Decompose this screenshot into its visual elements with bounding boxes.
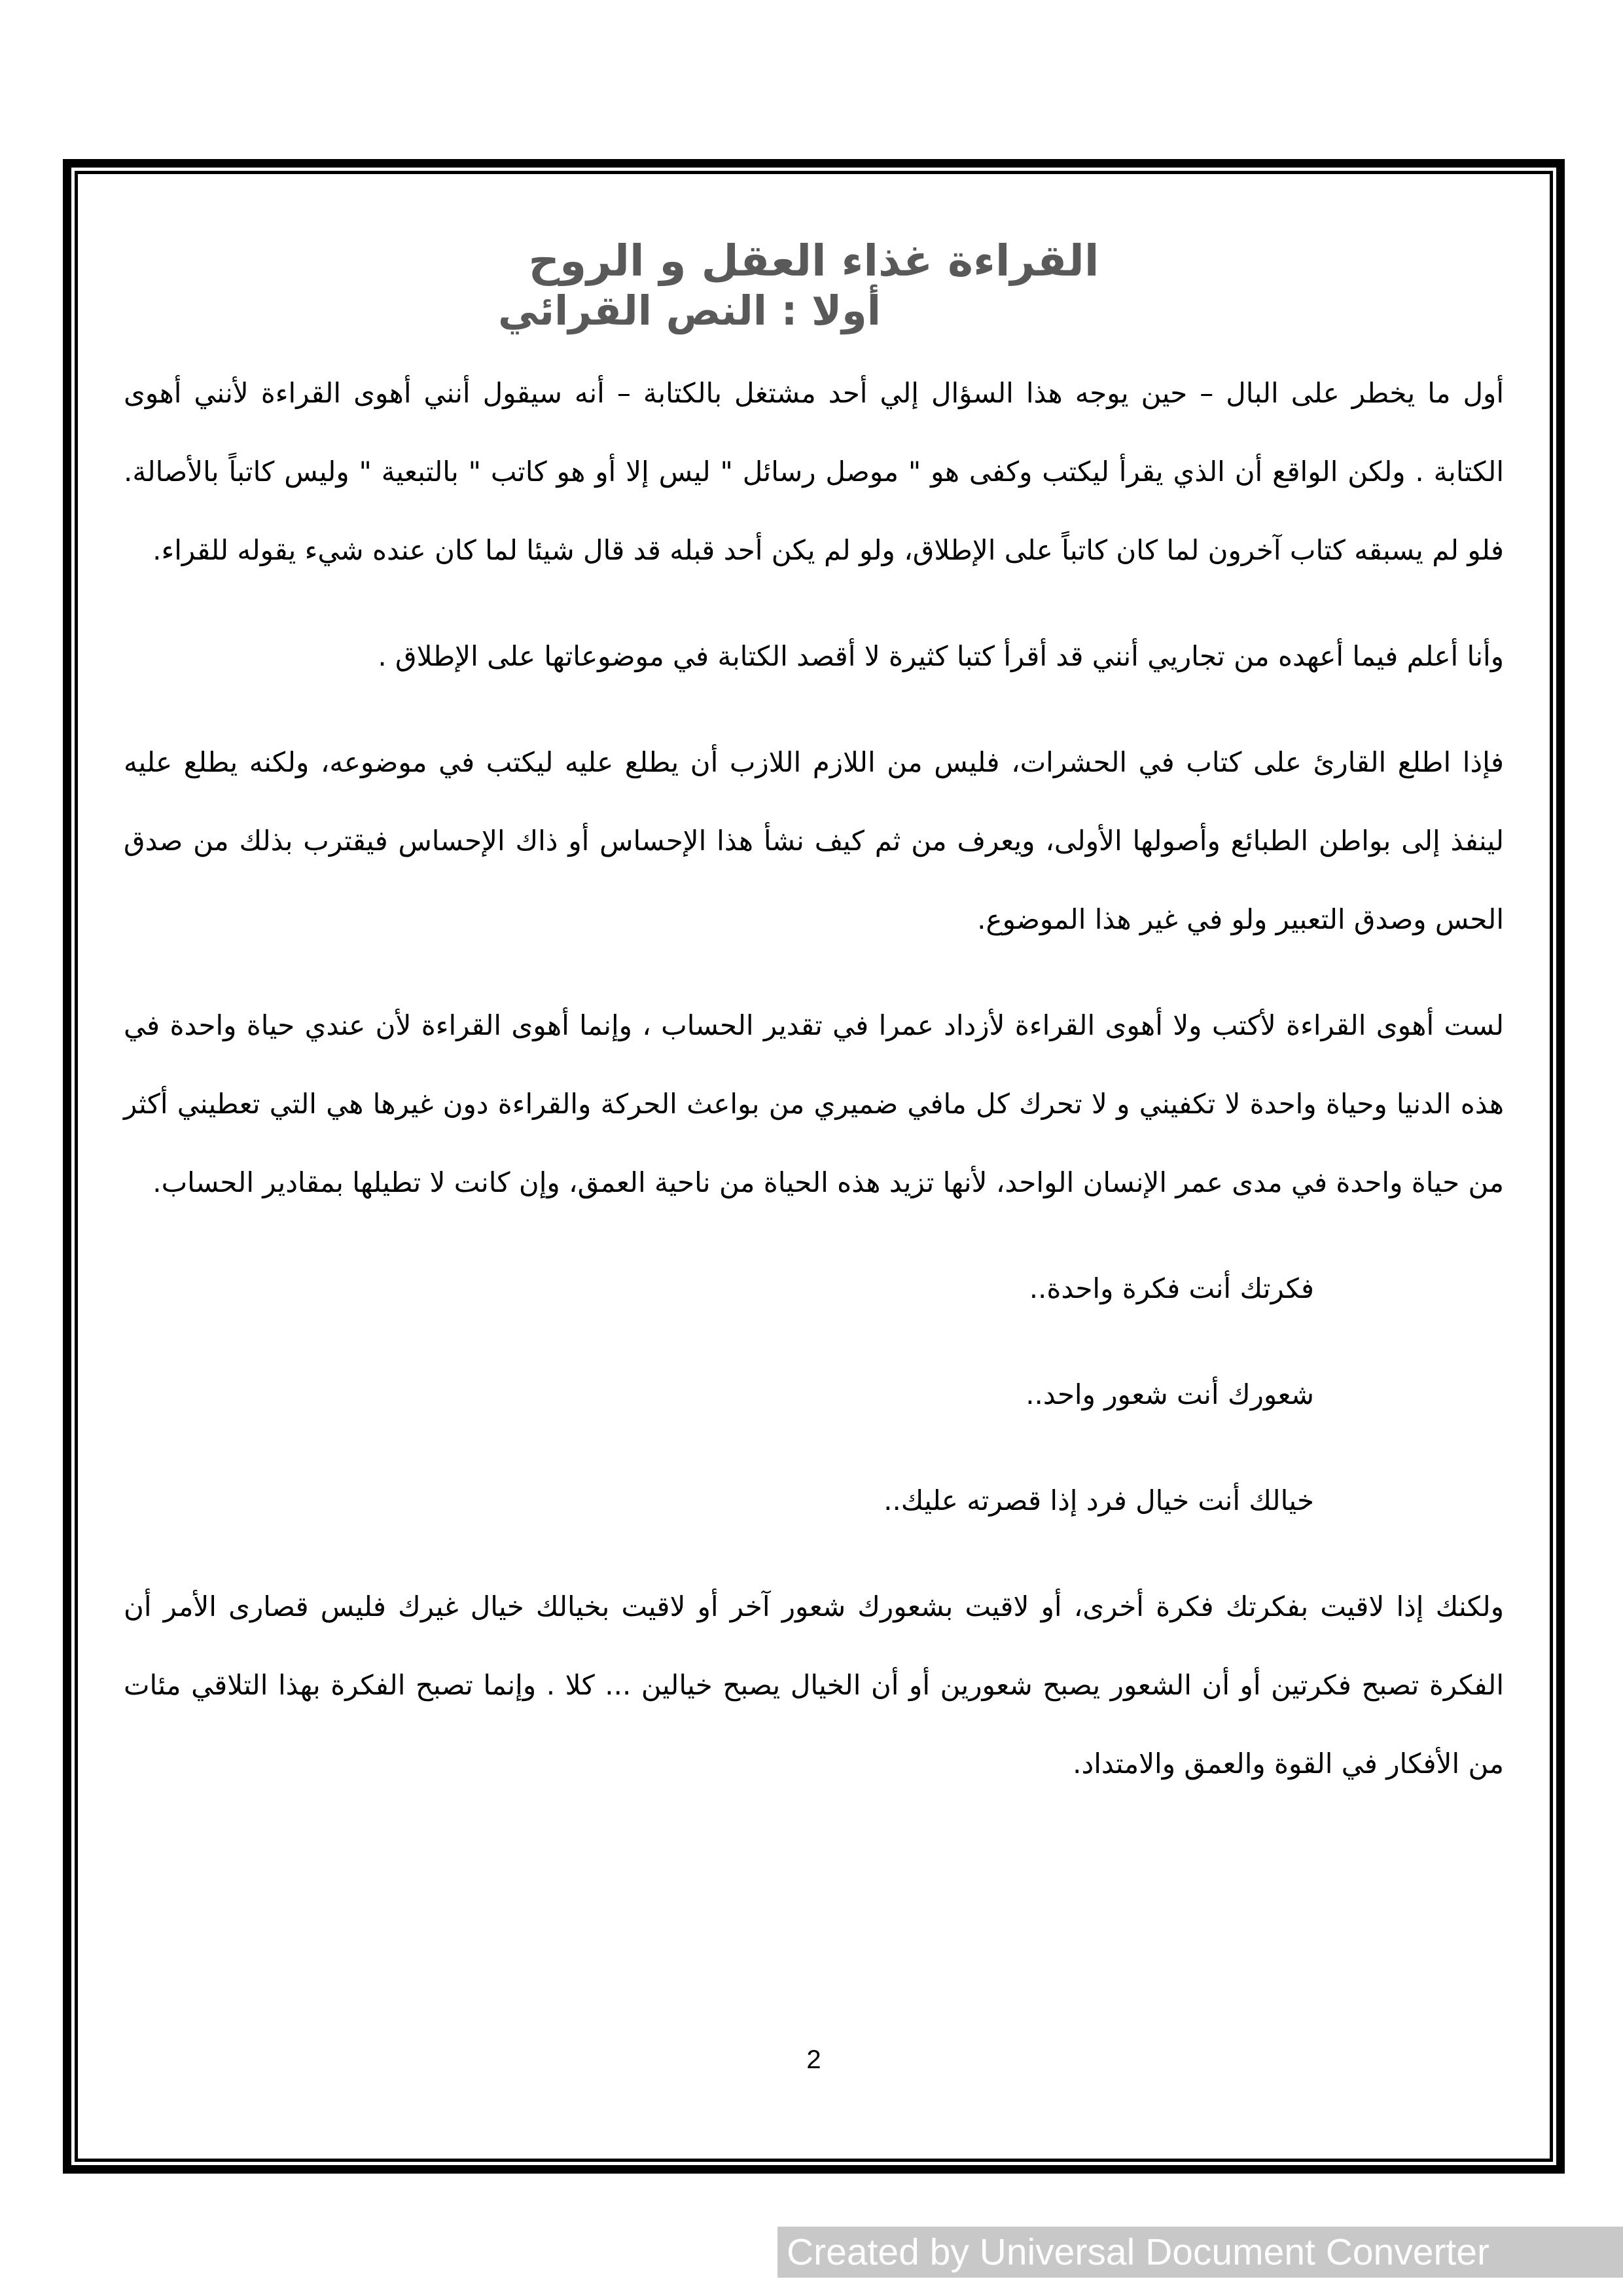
body-paragraph: أول ما يخطر على البال – حين يوجه هذا السؤال إلي أحد مشتغل بالكتابة – أنه سيقول أنني أهوى القراءة لأنني أهوى الكتابة . ولكن الواقع أن الذي يقرأ ليكتب وكفى هو " موصل رسائل " ليس إلا أو هو كاتب " بالتبعية " وليس كاتباً بالأصالة. فلو لم يسبقه كتاب آخرون لما كان كاتباً على الإطلاق، ولو لم يكن أحد قبله قد قال شيئا لما كان عنده شيء يقوله للقراء. (124, 377, 1504, 567)
body-paragraph: وأنا أعلم فيما أعهده من تجاريي أنني قد أقرأ كتبا كثيرة لا أقصد الكتابة في موضوعاتها على الإطلاق . (378, 640, 1504, 673)
document-content (78, 174, 1550, 2159)
page-border-inner-rule (75, 171, 1553, 2162)
watermark-text: Created by Universal Document Converter (787, 2231, 1489, 2273)
body-paragraph: شعورك أنت شعور واحد.. (1026, 1378, 1314, 1411)
section-heading: أولا : النص القرائي (498, 286, 881, 334)
body-paragraph: ولكنك إذا لاقيت بفكرتك فكرة أخرى، أو لاقيت بشعورك شعور آخر أو لاقيت بخيالك خيال غيرك فليس قصارى الأمر أن الفكرة تصبح فكرتين أو أن الشعور يصبح شعورين أو أن الخيال يصبح خيالين ... كلا . وإنما تصبح الفكرة بهذا التلاقي مئات من الأفكار في القوة والعمق والامتداد. (124, 1590, 1504, 1780)
watermark-banner (777, 2227, 1623, 2278)
page-number: 2 (806, 2045, 821, 2074)
body-paragraph: لست أهوى القراءة لأكتب ولا أهوى القراءة لأزداد عمرا في تقدير الحساب ، وإنما أهوى القراءة لأن عندي حياة واحدة في هذه الدنيا وحياة واحدة لا تكفيني و لا تحرك كل مافي ضميري من بواعث الحركة والقراءة دون غيرها هي التي تعطيني أكثر من حياة واحدة في مدى عمر الإنسان الواحد، لأنها تزيد هذه الحياة من ناحية العمق، وإن كانت لا تطيلها بمقادير الحساب. (124, 1009, 1504, 1199)
document-title: القراءة غذاء العقل و الروح (528, 236, 1099, 286)
body-paragraph: فإذا اطلع القارئ على كتاب في الحشرات، فليس من اللازم اللازب أن يطلع عليه ليكتب في موضوعه، ولكنه يطلع عليه لينفذ إلى بواطن الطبائع وأصولها الأولى، ويعرف من ثم كيف نشأ هذا الإحساس أو ذاك الإحساس فيقترب بذلك من صدق الحس وصدق التعبير ولو في غير هذا الموضوع. (124, 746, 1504, 936)
body-paragraph: فكرتك أنت فكرة واحدة.. (1029, 1272, 1314, 1305)
page-border-frame (63, 159, 1565, 2174)
body-paragraph: خيالك أنت خيال فرد إذا قصرته عليك.. (883, 1484, 1314, 1517)
